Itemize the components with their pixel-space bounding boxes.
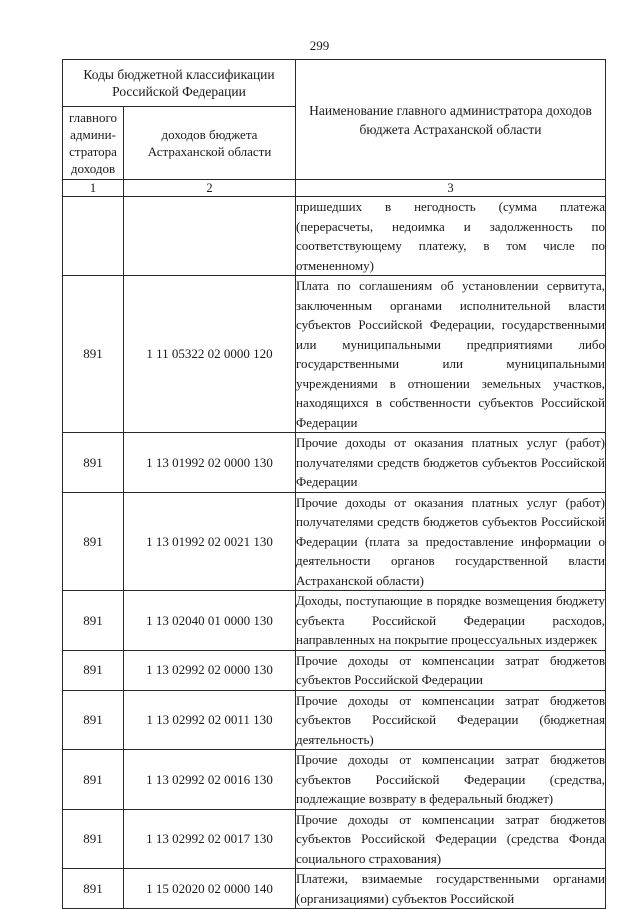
- table-row: [63, 690, 606, 750]
- admin-code-cell: 891: [63, 276, 124, 433]
- income-code-cell: 1 13 01992 02 0000 130: [124, 433, 296, 493]
- description-cell: Доходы, поступающие в порядке возмещения бюджету субъекта Российской Федерации расходов, направленных на покрытие процессуальных издержек: [296, 591, 606, 651]
- description-cell: Прочие доходы от компенсации затрат бюджетов субъектов Российской Федерации: [296, 650, 606, 690]
- description-cell: Прочие доходы от оказания платных услуг (работ) получателями средств бюджетов субъектов Российской Федерации (плата за предоставление информации о деятельности органов государственной власти Астраханской области): [296, 492, 606, 591]
- admin-code-cell: 891: [63, 650, 124, 690]
- admin-code-cell: 891: [63, 750, 124, 810]
- admin-column-header: главного админи-стратора доходов: [63, 107, 124, 180]
- column-number: 2: [124, 180, 296, 197]
- description-cell: Прочие доходы от компенсации затрат бюджетов субъектов Российской Федерации (средства Фонда социального страхования): [296, 809, 606, 869]
- table-row: [63, 650, 606, 690]
- table-row: [63, 197, 606, 276]
- table-row: [63, 809, 606, 869]
- income-column-header: доходов бюджета Астраханской области: [124, 107, 296, 180]
- description-cell: Прочие доходы от оказания платных услуг (работ) получателями средств бюджетов субъектов Российской Федерации: [296, 433, 606, 493]
- admin-code-cell: [63, 197, 124, 276]
- income-code-cell: 1 11 05322 02 0000 120: [124, 276, 296, 433]
- name-column-header: Наименование главного администратора доходов бюджета Астраханской области: [296, 60, 606, 180]
- income-code-cell: 1 13 02992 02 0017 130: [124, 809, 296, 869]
- income-code-cell: 1 13 02992 02 0016 130: [124, 750, 296, 810]
- table-row: [63, 591, 606, 651]
- income-code-cell: 1 13 02992 02 0000 130: [124, 650, 296, 690]
- codes-group-header: Коды бюджетной классификации Российской Федерации: [63, 60, 296, 107]
- admin-code-cell: 891: [63, 690, 124, 750]
- budget-classification-table: [62, 59, 606, 909]
- column-number-row: [63, 180, 606, 197]
- income-code-cell: 1 13 02992 02 0011 130: [124, 690, 296, 750]
- description-cell: Платежи, взимаемые государственными органами (организациями) субъектов Российской: [296, 869, 606, 909]
- description-cell: Плата по соглашениям об установлении сервитута, заключенным органами исполнительной власти субъектов Российской Федерации, государственными или муниципальными предприятиями либо государственными или муниципальными учреждениями в отношении земельных участков, находящихся в собственности субъектов Российской Федерации: [296, 276, 606, 433]
- table-row: [63, 433, 606, 493]
- header-row-1: [63, 60, 606, 107]
- description-cell: Прочие доходы от компенсации затрат бюджетов субъектов Российской Федерации (средства, подлежащие возврату в федеральный бюджет): [296, 750, 606, 810]
- description-cell: Прочие доходы от компенсации затрат бюджетов субъектов Российской Федерации (бюджетная деятельность): [296, 690, 606, 750]
- income-code-cell: [124, 197, 296, 276]
- column-number: 3: [296, 180, 606, 197]
- income-code-cell: 1 13 01992 02 0021 130: [124, 492, 296, 591]
- column-number: 1: [63, 180, 124, 197]
- admin-code-cell: 891: [63, 591, 124, 651]
- table-row: [63, 869, 606, 909]
- table-row: [63, 276, 606, 433]
- table-row: [63, 492, 606, 591]
- page-number: 299: [309, 38, 330, 53]
- income-code-cell: 1 15 02020 02 0000 140: [124, 869, 296, 909]
- income-code-cell: 1 13 02040 01 0000 130: [124, 591, 296, 651]
- table-row: [63, 750, 606, 810]
- admin-code-cell: 891: [63, 869, 124, 909]
- admin-code-cell: 891: [63, 809, 124, 869]
- description-cell: пришедших в негодность (сумма платежа (перерасчеты, недоимка и задолженность по соответствующему платежу, в том числе по отмененному): [296, 197, 606, 276]
- admin-code-cell: 891: [63, 433, 124, 493]
- admin-code-cell: 891: [63, 492, 124, 591]
